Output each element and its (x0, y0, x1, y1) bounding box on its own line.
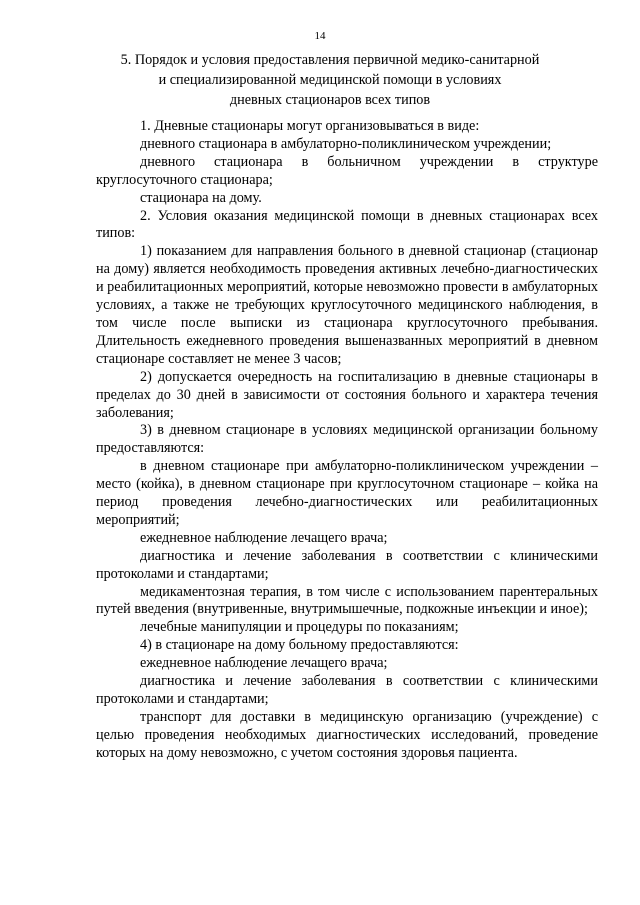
paragraph: 2. Условия оказания медицинской помощи в дневных стационарах всех типов: (96, 207, 598, 242)
paragraph: в дневном стационаре при амбулаторно-поликлиническом учреждении – место (койка), в дневном стационаре при круглосуточном стационаре – койка на период проведения лечебно-диагностических или реабилитационных мероприятий; (96, 458, 598, 528)
paragraph: лечебные манипуляции и процедуры по показаниям; (140, 619, 459, 636)
paragraph: диагностика и лечение заболевания в соответствии с клиническими протоколами и стандартами; (96, 673, 598, 707)
paragraph: диагностика и лечение заболевания в соответствии с клиническими протоколами и стандартами; (96, 547, 598, 582)
page-number: 14 (314, 30, 326, 42)
paragraph: дневного стационара в амбулаторно-поликлиническом учреждении; (140, 135, 552, 152)
paragraph: ежедневное наблюдение лечащего врача; (140, 655, 388, 672)
paragraph: 1) показанием для направления больного в дневной стационар (стационар на дому) является необходимость проведения активных лечебно-диагностических и реабилитационных мероприятий, которые невозможно провести в амбулаторных условиях, а также не требующих круглосуточного медицинского наблюдения, в том числе после выписки из стационара круглосуточного пребывания. Длительность ежедневного проведения вышеназванных мероприятий в дневном стационаре составляет не менее 3 часов; (96, 243, 598, 367)
paragraph: 2) допускается очередность на госпитализацию в дневные стационары в пределах до 30 дней в зависимости от состояния больного и характера течения заболевания; (96, 368, 598, 421)
heading-line: 5. Порядок и условия предоставления первичной медико-санитарной (120, 52, 540, 68)
paragraph: дневного стационара в больничном учреждении в структуре круглосуточного стационара; (96, 153, 598, 188)
paragraph: 3) в дневном стационаре в условиях медицинской организации больному предоставляются: (96, 422, 598, 457)
paragraph: 4) в стационаре на дому больному предоставляются: (140, 637, 459, 654)
paragraph: медикаментозная терапия, в том числе с использованием парентеральных путей введения (внутривенные, внутримышечные, подкожные инъекции и иное); (96, 583, 598, 618)
paragraph: 1. Дневные стационары могут организовываться в виде: (140, 118, 480, 134)
paragraph: ежедневное наблюдение лечащего врача; (140, 529, 388, 546)
heading-line: и специализированной медицинской помощи в условиях (158, 72, 502, 88)
paragraph: стационара на дому. (140, 189, 262, 206)
heading-line: дневных стационаров всех типов (229, 92, 431, 108)
section-heading (60, 50, 600, 110)
document-body (96, 118, 598, 763)
paragraph: транспорт для доставки в медицинскую организацию (учреждение) с целью проведения необходимых диагностических исследований, проведение которых на дому невозможно, с учетом состояния здоровья пациента. (96, 708, 598, 761)
